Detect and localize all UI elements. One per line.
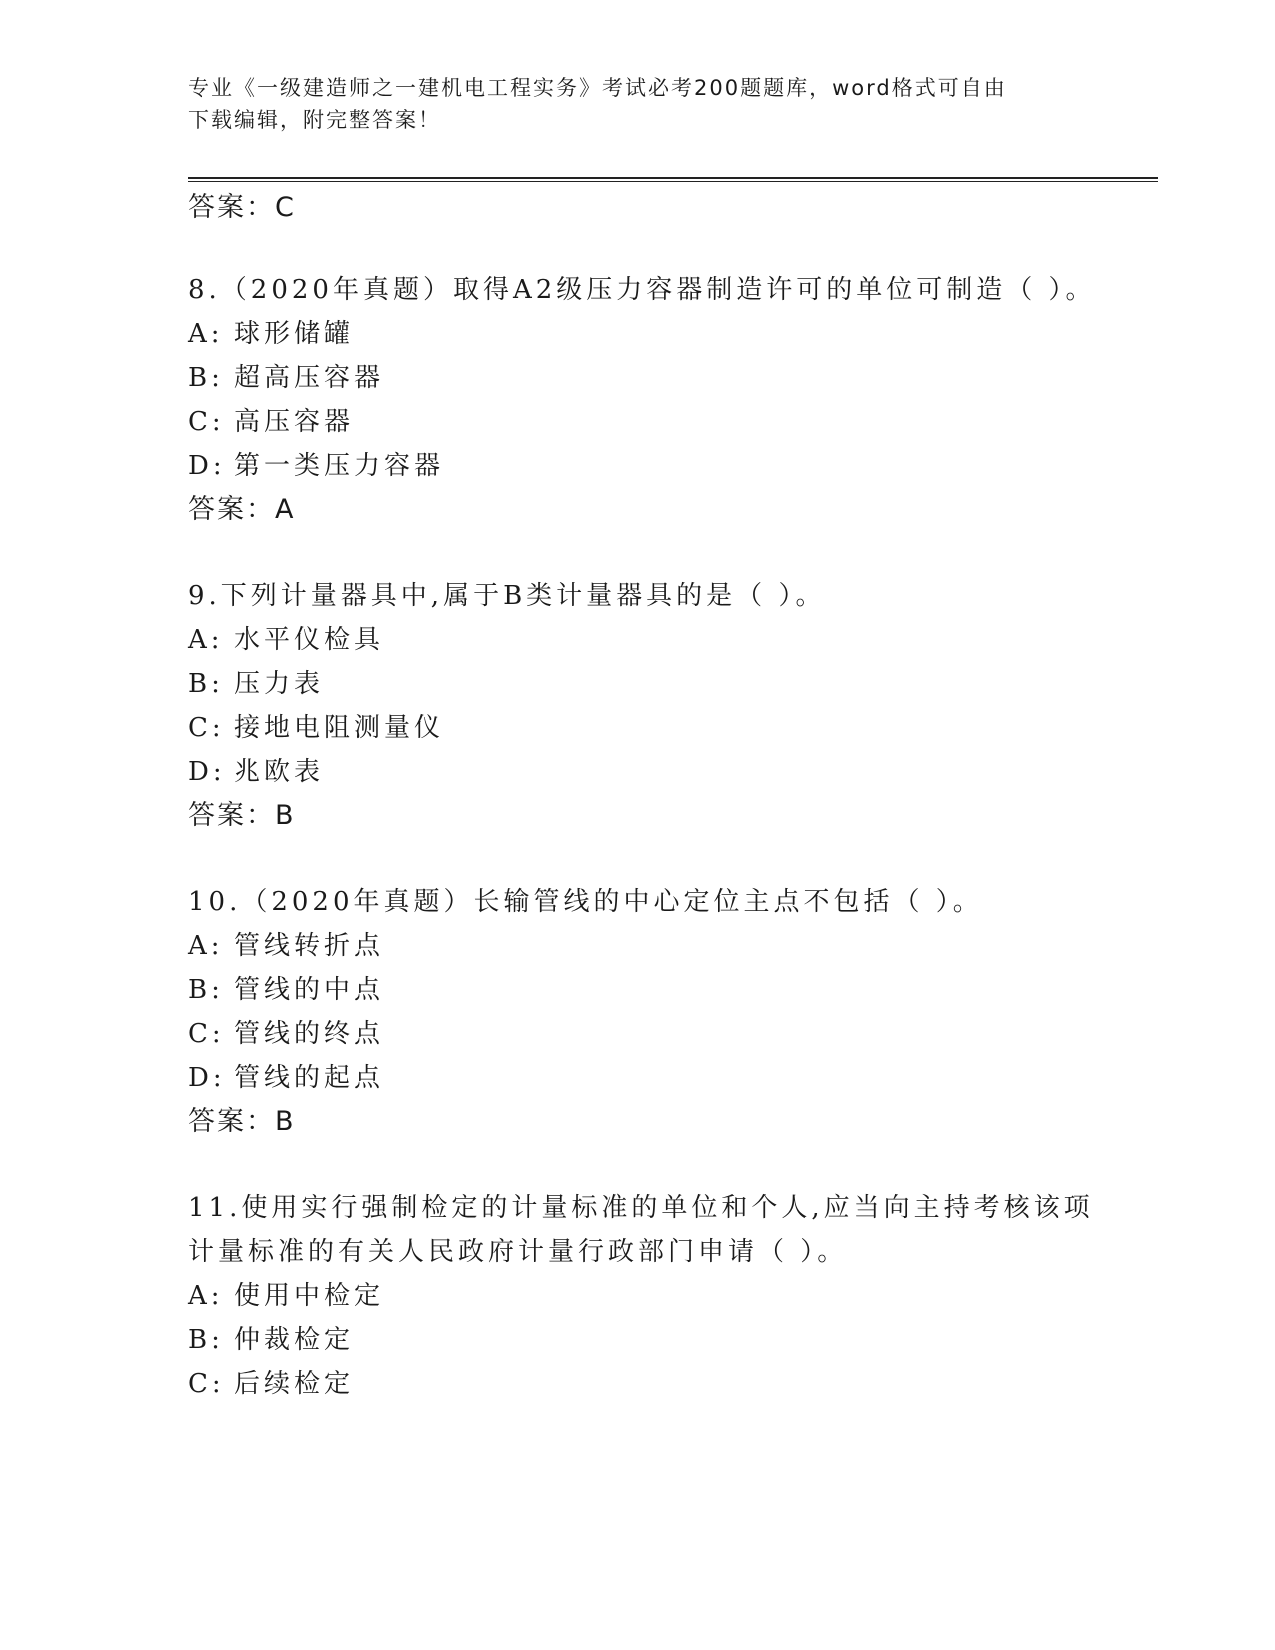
option-text: 球形储罐 xyxy=(234,319,355,349)
answer-q7: 答案：C xyxy=(188,192,296,223)
option-text: 管线转折点 xyxy=(234,931,385,961)
q9-option-c xyxy=(188,712,444,744)
q8-option-d xyxy=(188,450,444,482)
document-header xyxy=(188,72,1088,136)
option-text: 压力表 xyxy=(234,669,325,699)
option-text: 水平仪检具 xyxy=(234,625,385,655)
q8-option-b xyxy=(188,362,384,394)
option-text: 接地电阻测量仪 xyxy=(234,713,445,743)
header-line-1: 专业《一级建造师之一建机电工程实务》考试必考200题题库，word格式可自由 xyxy=(188,76,1007,100)
q11-option-b xyxy=(188,1324,354,1356)
question-8: 8.（2020年真题）取得A2级压力容器制造许可的单位可制造（ ）。 xyxy=(188,275,1096,305)
answer-q8: 答案：A xyxy=(188,494,296,525)
header-line-2: 下载编辑，附完整答案！ xyxy=(188,108,441,132)
option-letter: A: xyxy=(188,625,224,655)
q9-option-a xyxy=(188,624,384,656)
option-text: 高压容器 xyxy=(234,407,355,437)
option-letter: A: xyxy=(188,1281,224,1311)
option-letter: D: xyxy=(188,451,226,481)
option-text: 超高压容器 xyxy=(234,363,385,393)
q10-option-b xyxy=(188,974,384,1006)
option-letter: B: xyxy=(188,1325,224,1355)
header-divider xyxy=(188,177,1158,182)
option-letter: C: xyxy=(188,1019,225,1049)
q10-option-a xyxy=(188,930,384,962)
question-11-line-2: 计量标准的有关人民政府计量行政部门申请（ ）。 xyxy=(188,1237,848,1267)
q9-option-d xyxy=(188,756,324,788)
answer-q10: 答案：B xyxy=(188,1106,296,1137)
question-9: 9.下列计量器具中,属于B类计量器具的是（ ）。 xyxy=(188,581,826,611)
q9-option-b xyxy=(188,668,324,700)
option-text: 管线的中点 xyxy=(234,975,385,1005)
question-11-line-1: 11.使用实行强制检定的计量标准的单位和个人,应当向主持考核该项 xyxy=(188,1193,1094,1223)
option-letter: C: xyxy=(188,713,225,743)
question-10: 10.（2020年真题）长输管线的中心定位主点不包括（ ）。 xyxy=(188,887,983,917)
option-letter: A: xyxy=(188,319,224,349)
option-text: 第一类压力容器 xyxy=(234,451,445,481)
option-text: 兆欧表 xyxy=(234,757,325,787)
option-text: 管线的终点 xyxy=(234,1019,385,1049)
q8-option-a xyxy=(188,318,354,350)
option-text: 使用中检定 xyxy=(234,1281,385,1311)
q10-option-c xyxy=(188,1018,384,1050)
option-letter: D: xyxy=(188,757,226,787)
option-letter: C: xyxy=(188,407,225,437)
option-text: 仲裁检定 xyxy=(234,1325,355,1355)
q11-option-c xyxy=(188,1368,354,1400)
q8-option-c xyxy=(188,406,354,438)
option-letter: B: xyxy=(188,975,224,1005)
option-letter: B: xyxy=(188,363,224,393)
answer-q9: 答案：B xyxy=(188,800,296,831)
option-letter: A: xyxy=(188,931,224,961)
q11-option-a xyxy=(188,1280,384,1312)
option-letter: D: xyxy=(188,1063,226,1093)
q10-option-d xyxy=(188,1062,384,1094)
option-letter: C: xyxy=(188,1369,225,1399)
option-letter: B: xyxy=(188,669,224,699)
option-text: 管线的起点 xyxy=(234,1063,385,1093)
option-text: 后续检定 xyxy=(234,1369,355,1399)
